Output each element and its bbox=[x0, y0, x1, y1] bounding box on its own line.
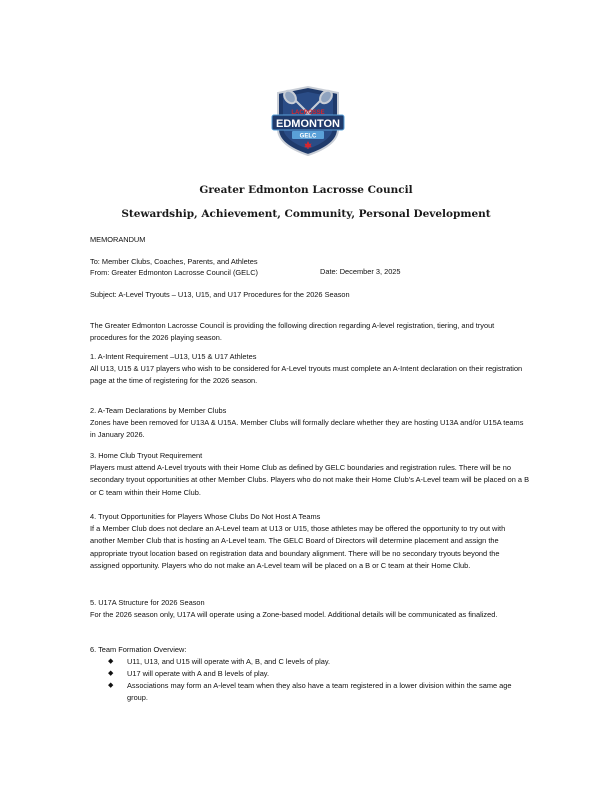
list-item bbox=[108, 656, 528, 668]
section-heading: 2. A-Team Declarations by Member Clubs bbox=[90, 406, 227, 415]
section-body: Zones have been removed for U13A & U15A. Member Clubs will formally declare whether they are hosting U13A and/or U15A teams in January 2026. bbox=[90, 418, 524, 440]
section-heading: 6. Team Formation Overview: bbox=[90, 645, 187, 654]
logo-lacrosse-text: LACROSSE bbox=[291, 110, 325, 116]
section-body: For the 2026 season only, U17A will operate using a Zone-based model. Additional details will be communicated as finalized. bbox=[90, 610, 498, 619]
list-item-text: Associations may form an A-level team when they also have a team registered in a lower division within the same age group. bbox=[127, 681, 512, 702]
organization-title: Greater Edmonton Lacrosse Council bbox=[199, 184, 413, 196]
memo-to: To: Member Clubs, Coaches, Parents, and Athletes bbox=[90, 257, 258, 266]
gelc-logo bbox=[268, 85, 348, 157]
memo-subject: Subject: A-Level Tryouts – U13, U15, and U17 Procedures for the 2026 Season bbox=[90, 290, 350, 299]
section-heading: 1. A-Intent Requirement –U13, U15 & U17 Athletes bbox=[90, 352, 257, 361]
diamond-bullet-icon: ◆ bbox=[108, 670, 114, 677]
logo-gelc-text: GELC bbox=[299, 133, 317, 140]
section-heading: 5. U17A Structure for 2026 Season bbox=[90, 598, 205, 607]
list-item-text: U11, U13, and U15 will operate with A, B, and C levels of play. bbox=[127, 657, 331, 666]
section-body: All U13, U15 & U17 players who wish to be considered for A-Level tryouts must complete an A-Intent declaration on their registration page at the time of registering for the 2026 season. bbox=[90, 364, 523, 386]
diamond-bullet-icon: ◆ bbox=[108, 658, 114, 665]
section-heading: 4. Tryout Opportunities for Players Whose Clubs Do Not Host A Teams bbox=[90, 512, 321, 521]
section-body: If a Member Club does not declare an A-Level team at U13 or U15, those athletes may be offered the opportunity to try out with another Member Club that is hosting an A-Level team. The GELC Board of Directors will determine placement and assign the appropriate tryout location based on registration data and boundary alignment. There will be no secondary tryouts beyond the assigned opportunity. Players who do not make an A-Level team will be placed on a B or C team at their Home Club. bbox=[90, 524, 506, 571]
memo-label: MEMORANDUM bbox=[90, 235, 146, 244]
intro-paragraph: The Greater Edmonton Lacrosse Council is providing the following direction regarding A-level registration, tiering, and tryout procedures for the 2026 playing season. bbox=[90, 321, 495, 343]
section-body: Players must attend A-Level tryouts with their Home Club as defined by GELC boundaries and registration rules. There will be no secondary tryout opportunities at other Member Clubs. Players who do not make their Home Club’s A-Level team will be placed on a B or C team within their Home Club. bbox=[90, 463, 530, 497]
memo-from: From: Greater Edmonton Lacrosse Council (GELC) bbox=[90, 268, 258, 277]
list-item bbox=[108, 680, 528, 704]
organization-motto: Stewardship, Achievement, Community, Personal Development bbox=[121, 208, 491, 220]
diamond-bullet-icon: ◆ bbox=[108, 682, 114, 689]
section-heading: 3. Home Club Tryout Requirement bbox=[90, 451, 203, 460]
memo-date: Date: December 3, 2025 bbox=[320, 267, 401, 276]
logo-edmonton-text: EDMONTON bbox=[276, 118, 340, 130]
list-item-text: U17 will operate with A and B levels of play. bbox=[127, 669, 270, 678]
list-item bbox=[108, 668, 528, 680]
team-formation-list bbox=[108, 656, 528, 704]
